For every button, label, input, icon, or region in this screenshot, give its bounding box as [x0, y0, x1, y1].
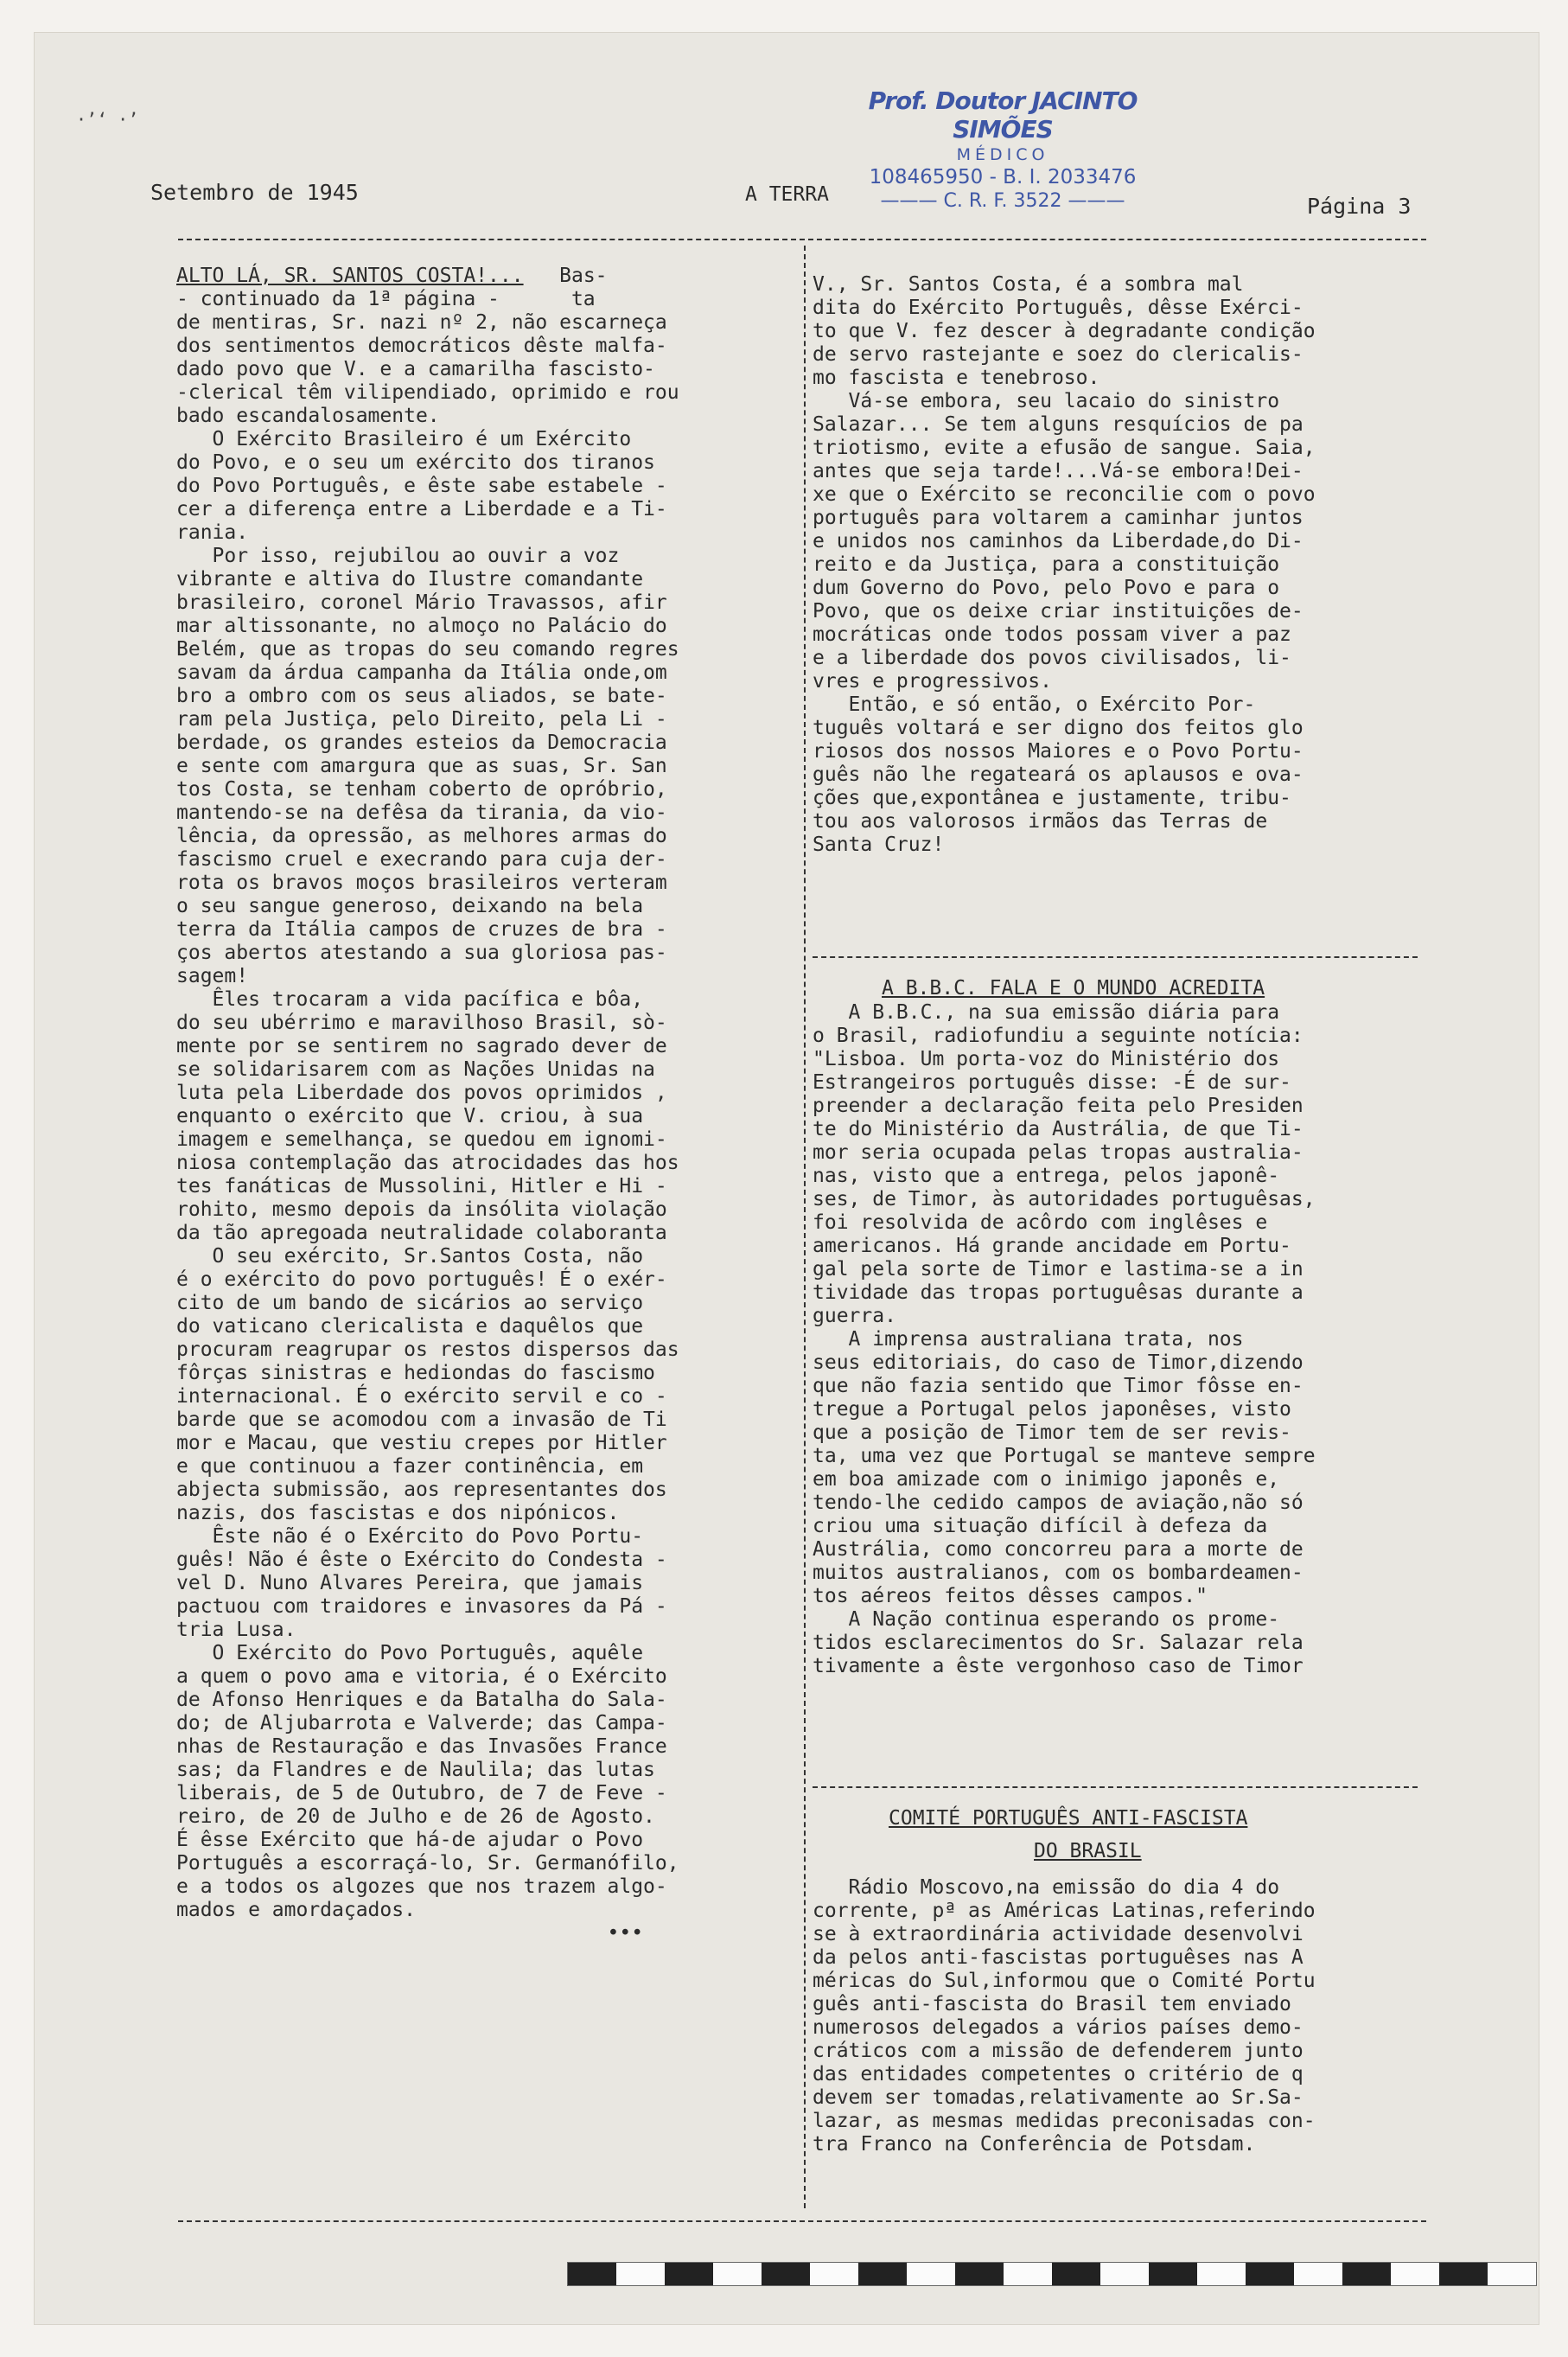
text-line: Vá-se embora, seu lacaio do sinistro	[813, 390, 1280, 412]
text-line: O Exército Brasileiro é um Exército	[176, 428, 632, 450]
text-line: •••	[176, 1922, 644, 1945]
text-line: -clerical têm vilipendiado, oprimido e rou	[176, 381, 679, 404]
text-line: criou uma situação difícil à defeza da	[813, 1515, 1268, 1537]
text-line: - continuado da 1ª página - ta	[176, 288, 596, 310]
text-line: Português a escorraçá-lo, Sr. Germanófilo,	[176, 1852, 679, 1875]
text-line: te do Ministério da Austrália, de que Ti-	[813, 1118, 1303, 1140]
text-line: mocráticas onde todos possam viver a paz	[813, 623, 1291, 646]
text-line: mantendo-se na defêsa da tirania, da vio-	[176, 802, 667, 824]
text-line: ções que,expontânea e justamente, tribu-	[813, 787, 1291, 809]
text-line: de servo rastejante e soez do clericalis-	[813, 343, 1303, 366]
text-line: brasileiro, coronel Mário Travassos, afir	[176, 591, 667, 614]
text-line: seus editoriais, do caso de Timor,dizendo	[813, 1351, 1303, 1374]
text-line: Então, e só então, o Exército Por-	[813, 693, 1256, 716]
stamp-title: MÉDICO	[956, 145, 1049, 164]
text-line: guês não lhe regateará os aplausos e ova-	[813, 763, 1303, 786]
text-line: abjecta submissão, aos representantes dos	[176, 1479, 667, 1501]
bbc-section-title: A B.B.C. FALA E O MUNDO ACREDITA	[882, 977, 1265, 1000]
text-line: tria Lusa.	[176, 1619, 296, 1641]
text-line: berdade, os grandes esteios da Democracia	[176, 731, 667, 754]
text-line: tes fanáticas de Mussolini, Hitler e Hi -	[176, 1175, 667, 1198]
text-line: Por isso, rejubilou ao ouvir a voz	[176, 545, 620, 567]
text-line: dita do Exército Português, dêsse Exérci-	[813, 297, 1303, 319]
text-line: tivamente a êste vergonhoso caso de Timor	[813, 1655, 1303, 1677]
text-line: Santa Cruz!	[813, 834, 945, 856]
text-line: preender a declaração feita pelo Presiden	[813, 1095, 1303, 1117]
text-line: Salazar... Se tem alguns resquícios de pa	[813, 413, 1303, 436]
text-line: ta, uma vez que Portugal se manteve sempre	[813, 1445, 1316, 1467]
text-line: bro a ombro com os seus aliados, se bate-	[176, 685, 667, 707]
text-line: pactuou com traidores e invasores da Pá -	[176, 1595, 667, 1618]
text-line: tra Franco na Conferência de Potsdam.	[813, 2133, 1256, 2156]
text-line: triotismo, evite a efusão de sangue. Saia,	[813, 437, 1316, 459]
text-line: ram pela Justiça, pelo Direito, pela Li -	[176, 708, 667, 731]
text-line: do seu ubérrimo e maravilhoso Brasil, sò-	[176, 1012, 667, 1034]
text-line: de mentiras, Sr. nazi nº 2, não escarneça	[176, 311, 667, 334]
text-line: luta pela Liberdade dos povos oprimidos ,	[176, 1082, 667, 1104]
text-line: americanos. Há grande ancidade em Portu-	[813, 1235, 1291, 1257]
text-line: A B.B.C., na sua emissão diária para	[813, 1001, 1280, 1024]
article-headline: ALTO LÁ, SR. SANTOS COSTA!...	[176, 265, 524, 287]
text-line: em boa amizade com o inimigo japonês e,	[813, 1468, 1280, 1491]
stamp-name: Prof. Doutor JACINTO SIMÕES	[868, 86, 1138, 144]
comite-section-title-line2: DO BRASIL	[1034, 1840, 1142, 1862]
text-line: ses, de Timor, às autoridades portuguêsas,	[813, 1188, 1316, 1210]
footer-divider	[178, 2220, 1426, 2222]
doctor-stamp	[847, 86, 1158, 212]
text-line: dum Governo do Povo, pelo Povo e para o	[813, 577, 1280, 599]
text-line: cito de um bando de sicários ao serviço	[176, 1292, 644, 1314]
text-line: A Nação continua esperando os prome-	[813, 1608, 1280, 1631]
text-line: ALTO LÁ, SR. SANTOS COSTA!... Bas-	[176, 265, 608, 287]
text-line: e a todos os algozes que nos trazem algo-	[176, 1875, 667, 1898]
text-line: tos Costa, se tenham coberto de opróbrio,	[176, 778, 667, 801]
text-line: guês anti-fascista do Brasil tem enviado	[813, 1993, 1291, 2015]
text-line: Belém, que as tropas do seu comando regres	[176, 638, 679, 661]
text-line: terra da Itália campos de cruzes de bra -	[176, 918, 667, 941]
text-line: e sente com amargura que as suas, Sr. San	[176, 755, 667, 777]
text-line: rohito, mesmo depois da insólita violação	[176, 1198, 667, 1221]
text-line: O seu exército, Sr.Santos Costa, não	[176, 1245, 644, 1268]
text-line: vres e progressivos.	[813, 670, 1052, 693]
text-line: se à extraordinária actividade desenvolvi	[813, 1923, 1303, 1945]
text-line: tregue a Portugal pelos japonêses, visto	[813, 1398, 1291, 1421]
text-line: A imprensa australiana trata, nos	[813, 1328, 1244, 1351]
text-line: Rádio Moscovo,na emissão do dia 4 do	[813, 1876, 1280, 1899]
text-line: enquanto o exército que V. criou, à sua	[176, 1105, 644, 1127]
text-line: vibrante e altiva do Ilustre comandante	[176, 568, 644, 591]
text-line: que não fazia sentido que Timor fôsse en-	[813, 1375, 1303, 1397]
text-line: mor seria ocupada pelas tropas australia-	[813, 1141, 1303, 1164]
right-column-article-continued	[813, 273, 1316, 857]
text-line: Povo, que os deixe criar instituições de-	[813, 600, 1303, 623]
text-line: Êles trocaram a vida pacífica e bôa,	[176, 988, 644, 1011]
text-line: vel D. Nuno Alvares Pereira, que jamais	[176, 1572, 644, 1594]
text-line: bado escandalosamente.	[176, 405, 440, 427]
header-date: Setembro de 1945	[150, 180, 359, 205]
text-line: procuram reagrupar os restos dispersos das	[176, 1338, 679, 1361]
text-line: da tão apregoada neutralidade colaboranta	[176, 1222, 667, 1244]
stamp-numbers: 108465950 - B. I. 2033476	[869, 166, 1137, 188]
section-divider-2	[813, 1786, 1418, 1788]
corner-mark: ·’‘ ·’	[76, 109, 139, 130]
text-line: imagem e semelhança, se quedou em ignomi-	[176, 1128, 667, 1151]
text-line: muitos australianos, com os bombardeamen-	[813, 1562, 1303, 1584]
text-line: dos sentimentos democráticos dêste malfa-	[176, 335, 667, 357]
text-line: se solidarisarem com as Nações Unidas na	[176, 1058, 655, 1081]
text-line: Êste não é o Exército do Povo Portu-	[176, 1525, 644, 1548]
text-line: é o exército do povo português! É o exér-	[176, 1268, 667, 1291]
text-line: que a posição de Timor tem de ser revis-	[813, 1421, 1291, 1444]
text-line: do; de Aljubarrota e Valverde; das Campa-	[176, 1712, 667, 1734]
text-line: Estrangeiros português disse: -É de sur-	[813, 1071, 1291, 1094]
text-line: mar altissonante, no almoço no Palácio do	[176, 615, 667, 637]
text-line: fascismo cruel e execrando para cuja der-	[176, 848, 667, 871]
text-line: nhas de Restauração e das Invasões France	[176, 1735, 667, 1758]
text-line: da pelos anti-fascistas portuguêses nas A	[813, 1946, 1303, 1969]
text-line: Austrália, como concorreu para a morte de	[813, 1538, 1303, 1561]
text-line: ços abertos atestando a sua gloriosa pas-	[176, 942, 667, 964]
text-line: antes que seja tarde!...Vá-se embora!Dei-	[813, 460, 1303, 482]
text-line: de Afonso Henriques e da Batalha do Sala-	[176, 1689, 667, 1711]
text-line: savam da árdua campanha da Itália onde,om	[176, 661, 667, 684]
text-line: devem ser tomadas,relativamente ao Sr.Sa-	[813, 2086, 1303, 2109]
text-line: "Lisboa. Um porta-voz do Ministério dos	[813, 1048, 1280, 1070]
text-line: sagem!	[176, 965, 249, 987]
text-line: mados e amordaçados.	[176, 1899, 416, 1921]
section-divider-1	[813, 956, 1418, 958]
text-line: cráticos com a missão de defenderem junto	[813, 2040, 1303, 2062]
text-line: reito e da Justiça, para a constituição	[813, 553, 1280, 576]
header-newspaper-name: A TERRA	[745, 183, 829, 206]
text-line: fôrças sinistras e hediondas do fascismo	[176, 1362, 655, 1384]
text-line: tidos esclarecimentos do Sr. Salazar rela	[813, 1632, 1303, 1654]
text-line: méricas do Sul,informou que o Comité Portu	[813, 1970, 1316, 1992]
text-line: a quem o povo ama e vitoria, é o Exército	[176, 1665, 667, 1688]
scale-ruler	[567, 2262, 1537, 2286]
text-line: reiro, de 20 de Julho e de 26 de Agosto.	[176, 1805, 655, 1828]
text-line: do vaticano clericalista e daquêlos que	[176, 1315, 644, 1338]
text-line: o Brasil, radiofundiu a seguinte notícia:	[813, 1025, 1303, 1047]
text-line: corrente, pª as Américas Latinas,referindo	[813, 1900, 1316, 1922]
text-line: internacional. É o exército servil e co -	[176, 1385, 667, 1408]
header-divider	[178, 239, 1426, 240]
text-line: tos aéreos feitos dêsses campos."	[813, 1585, 1208, 1607]
text-line: guerra.	[813, 1305, 896, 1327]
text-line: foi resolvida de acôrdo com inglêses e	[813, 1211, 1268, 1234]
text-line: É êsse Exército que há-de ajudar o Povo	[176, 1829, 644, 1851]
left-column-article	[176, 265, 679, 1945]
text-line: e que continuou a fazer continência, em	[176, 1455, 644, 1478]
text-line: cer a diferença entre a Liberdade e a Ti-	[176, 498, 667, 521]
comite-section-title-line1: COMITÉ PORTUGUÊS ANTI-FASCISTA	[889, 1807, 1248, 1830]
text-line: xe que o Exército se reconcilie com o povo	[813, 483, 1316, 506]
bbc-section-body	[813, 1001, 1316, 1678]
text-line: mor e Macau, que vestiu crepes por Hitler	[176, 1432, 667, 1454]
text-line: gal pela sorte de Timor e lastima-se a in	[813, 1258, 1303, 1281]
text-line: tuguês voltará e ser digno dos feitos glo	[813, 717, 1303, 739]
text-line: do Povo, e o seu um exército dos tiranos	[176, 451, 655, 474]
comite-section-body	[813, 1876, 1316, 2156]
text-line: tividade das tropas portuguêsas durante a	[813, 1281, 1303, 1304]
header-page-number: Página 3	[1307, 194, 1412, 219]
text-line: tou aos valorosos irmãos das Terras de	[813, 810, 1268, 833]
stamp-crf: ——— C. R. F. 3522 ———	[880, 190, 1125, 212]
text-line: rania.	[176, 521, 249, 544]
text-line: niosa contemplação das atrocidades das hos	[176, 1152, 679, 1174]
text-line: o seu sangue generoso, deixando na bela	[176, 895, 644, 917]
text-line: dado povo que V. e a camarilha fascisto-	[176, 358, 655, 380]
text-line: das entidades competentes o critério de q	[813, 2063, 1303, 2086]
text-line: lência, da opressão, as melhores armas do	[176, 825, 667, 847]
text-line: nazis, dos fascistas e dos nipónicos.	[176, 1502, 620, 1524]
text-line: to que V. fez descer à degradante condição	[813, 320, 1316, 342]
text-line: numerosos delegados a vários países demo-	[813, 2016, 1303, 2039]
text-line: V., Sr. Santos Costa, é a sombra mal	[813, 273, 1244, 296]
text-line: nas, visto que a entrega, pelos japonê-	[813, 1165, 1280, 1187]
text-line: liberais, de 5 de Outubro, de 7 de Feve -	[176, 1782, 667, 1804]
text-line: lazar, as mesmas medidas preconisadas con-	[813, 2110, 1316, 2132]
text-line: e a liberdade dos povos civilisados, li-	[813, 647, 1291, 669]
text-line: barde que se acomodou com a invasão de Ti	[176, 1408, 667, 1431]
text-line: O Exército do Povo Português, aquêle	[176, 1642, 644, 1664]
text-line: mente por se sentirem no sagrado dever de	[176, 1035, 667, 1057]
text-line: riosos dos nossos Maiores e o Povo Portu-	[813, 740, 1303, 763]
text-line: e unidos nos caminhos da Liberdade,do Di-	[813, 530, 1303, 553]
column-divider	[804, 246, 806, 2208]
text-line: sas; da Flandres e de Naulila; das lutas	[176, 1759, 655, 1781]
text-line: do Povo Português, e êste sabe estabele -	[176, 475, 667, 497]
text-line: português para voltarem a caminhar juntos	[813, 507, 1303, 529]
text-line: rota os bravos moços brasileiros verteram	[176, 872, 667, 894]
text-line: mo fascista e tenebroso.	[813, 367, 1100, 389]
text-line: tendo-lhe cedido campos de aviação,não só	[813, 1491, 1303, 1514]
text-line: guês! Não é êste o Exército do Condesta -	[176, 1549, 667, 1571]
